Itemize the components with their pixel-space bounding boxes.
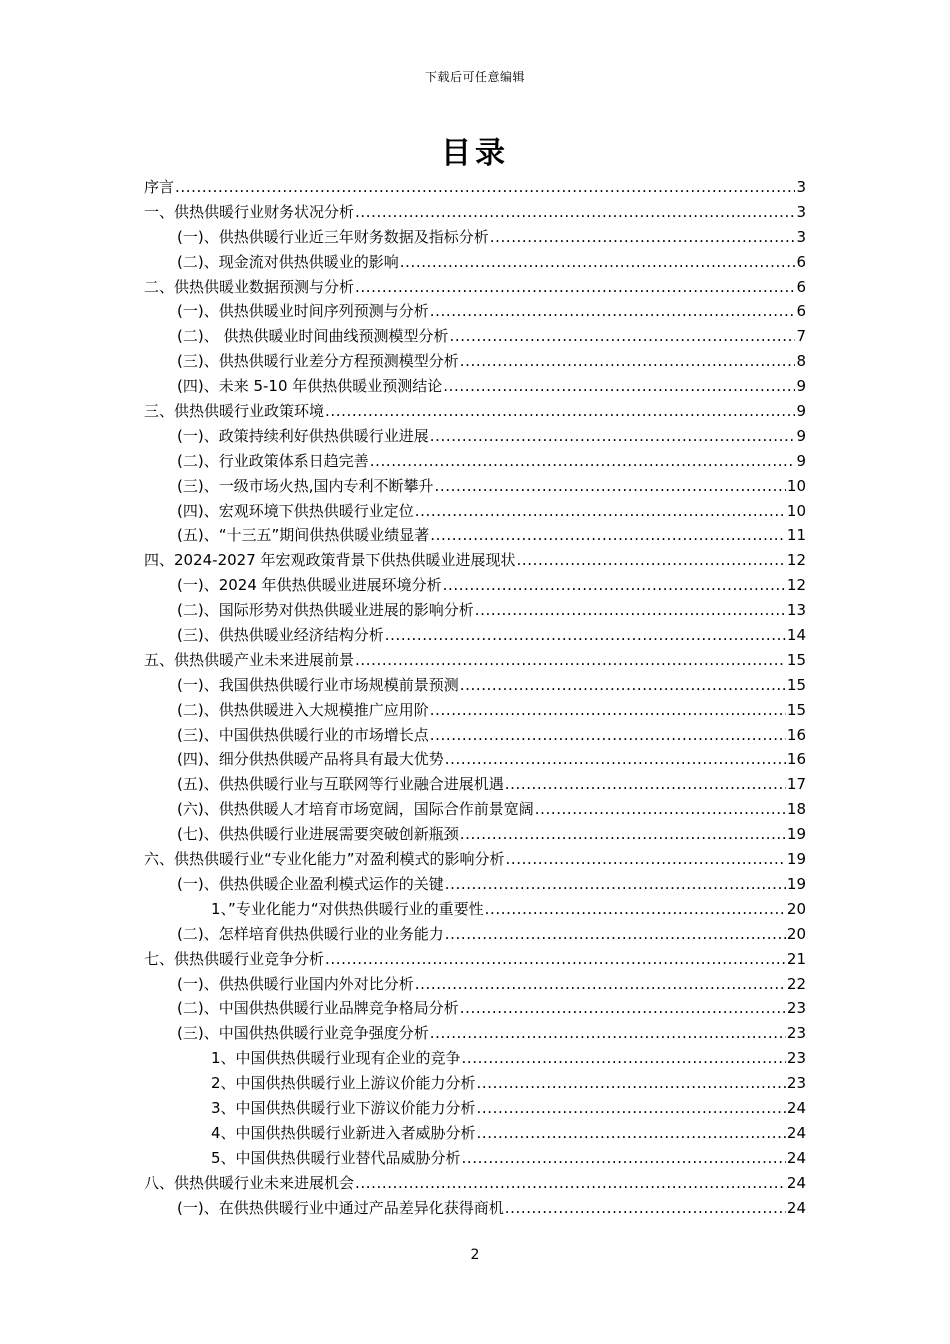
toc-entry-page[interactable]: 3 [796,227,806,246]
toc-entry-page[interactable]: 20 [786,899,806,918]
toc-dot-leader [443,374,795,399]
toc-entry-page[interactable]: 23 [786,999,806,1018]
toc-entry[interactable] [144,772,806,797]
toc-entry-title[interactable]: (一)、我国供热供暖行业市场规模前景预测 [177,675,459,694]
toc-entry-page[interactable]: 9 [796,377,806,396]
toc-dot-leader [445,872,786,897]
toc-entry-page[interactable]: 24 [786,1098,806,1117]
toc-entry[interactable] [144,399,806,424]
toc-entry-title[interactable]: (六)、供热供暖人才培育市场宽阔，国际合作前景宽阔 [177,800,534,819]
toc-entry-title[interactable]: (二)、国际形势对供热供暖业进展的影响分析 [177,601,474,620]
toc-entry-title[interactable]: (五)、“十三五”期间供热供暖业绩显著 [177,526,430,545]
toc-entry-title[interactable]: (二)、现金流对供热供暖业的影响 [177,252,399,271]
toc-entry-page[interactable]: 19 [786,874,806,893]
toc-entry-page[interactable]: 18 [786,800,806,819]
toc-entry-title[interactable]: (四)、未来 5-10 年供热供暖业预测结论 [177,377,443,396]
toc-entry-title[interactable]: 1、中国供热供暖行业现有企业的竞争 [211,1049,461,1068]
toc-entry[interactable] [144,797,806,822]
toc-entry-title[interactable]: 八、供热供暖行业未来进展机会 [144,1173,355,1192]
toc-dot-leader [460,673,786,698]
toc-entry-title[interactable]: (三)、供热供暖行业差分方程预测模型分析 [177,352,459,371]
toc-entry[interactable] [144,349,806,374]
toc-dot-leader [506,847,786,872]
toc-entry-title[interactable]: 1、”专业化能力“对供热供暖行业的重要性 [211,899,484,918]
toc-entry[interactable] [144,548,806,573]
page-number: 2 [470,1247,480,1263]
toc-entry-title[interactable]: (四)、细分供热供暖产品将具有最大优势 [177,750,444,769]
toc-entry-title[interactable]: (二)、行业政策体系日趋完善 [177,451,369,470]
toc-entry[interactable] [144,275,806,300]
toc-entry[interactable] [144,1046,806,1071]
toc-entry-page[interactable]: 24 [786,1148,806,1167]
toc-entry-title[interactable]: 六、供热供暖行业“专业化能力”对盈利模式的影响分析 [144,850,505,869]
toc-entry-title[interactable]: (二)、怎样培育供热供暖行业的业务能力 [177,924,444,943]
toc-entry-title[interactable]: (二)、供热供暖进入大规模推广应用阶 [177,700,429,719]
toc-dot-leader [445,922,786,947]
toc-entry-page[interactable]: 19 [786,850,806,869]
toc-entry[interactable] [144,847,806,872]
toc-dot-leader [325,947,786,972]
toc-entry-page[interactable]: 9 [796,451,806,470]
toc-entry-page[interactable]: 7 [796,327,806,346]
toc-entry-title[interactable]: (五)、供热供暖行业与互联网等行业融合进展机遇 [177,775,504,794]
toc-entry[interactable] [144,922,806,947]
toc-entry-page[interactable]: 24 [786,1123,806,1142]
toc-entry[interactable] [144,250,806,275]
toc-entry-title[interactable]: 三、供热供暖行业政策环境 [144,402,325,421]
toc-entry[interactable] [144,673,806,698]
toc-entry-title[interactable]: 5、中国供热供暖行业替代品威胁分析 [211,1148,461,1167]
toc-entry-title[interactable]: 五、供热供暖产业未来进展前景 [144,650,355,669]
toc-dot-leader [462,1046,786,1071]
toc-dot-leader [535,797,786,822]
toc-title: 目录 [441,136,509,171]
toc-entry-page[interactable]: 12 [786,576,806,595]
toc-entry-page[interactable]: 23 [786,1074,806,1093]
toc-entry-page[interactable]: 9 [796,402,806,421]
toc-dot-leader [370,449,796,474]
toc-dot-leader [475,598,786,623]
toc-entry[interactable] [144,449,806,474]
table-of-contents [144,175,806,1220]
toc-entry[interactable] [144,623,806,648]
toc-entry-title[interactable]: (一)、供热供暖业时间序列预测与分析 [177,302,429,321]
toc-entry-page[interactable]: 20 [786,924,806,943]
toc-entry[interactable] [144,1071,806,1096]
toc-entry[interactable] [144,996,806,1021]
toc-entry-title[interactable]: (一)、供热供暖行业国内外对比分析 [177,974,414,993]
toc-entry-page[interactable]: 24 [786,1198,806,1217]
toc-dot-leader [485,897,786,922]
toc-entry-page[interactable]: 14 [786,626,806,645]
toc-entry-page[interactable]: 6 [796,252,806,271]
toc-entry[interactable] [144,698,806,723]
toc-entry[interactable] [144,200,806,225]
toc-entry-title[interactable]: (一)、供热供暖行业近三年财务数据及指标分析 [177,227,489,246]
toc-entry[interactable] [144,225,806,250]
toc-entry-title[interactable]: 3、中国供热供暖行业下游议价能力分析 [211,1098,476,1117]
toc-entry-title[interactable]: (一)、供热供暖企业盈利模式运作的关键 [177,874,444,893]
toc-entry[interactable] [144,499,806,524]
toc-dot-leader [430,299,796,324]
toc-dot-leader [400,250,796,275]
toc-dot-leader [517,548,786,573]
toc-entry-page[interactable]: 9 [796,426,806,445]
header-note: 下载后可任意编辑 [424,70,525,84]
toc-dot-leader [355,200,795,225]
toc-dot-leader [460,996,786,1021]
toc-entry[interactable] [144,897,806,922]
toc-entry[interactable] [144,1146,806,1171]
toc-entry[interactable] [144,1171,806,1196]
toc-entry-page[interactable]: 15 [786,700,806,719]
toc-entry[interactable] [144,573,806,598]
toc-dot-leader [430,723,786,748]
toc-entry-title[interactable]: (二)、 供热供暖业时间曲线预测模型分析 [177,327,449,346]
toc-entry-page[interactable]: 3 [796,202,806,221]
toc-entry-page[interactable]: 15 [786,650,806,669]
toc-dot-leader [430,1021,786,1046]
toc-dot-leader [415,499,786,524]
toc-entry-page[interactable]: 10 [786,501,806,520]
toc-entry[interactable] [144,324,806,349]
toc-dot-leader [355,1171,786,1196]
toc-entry-title[interactable]: (三)、中国供热供暖行业竞争强度分析 [177,1024,429,1043]
toc-dot-leader [415,972,786,997]
toc-dot-leader [477,1096,786,1121]
toc-entry-page[interactable]: 15 [786,675,806,694]
toc-entry-page[interactable]: 3 [796,178,806,196]
toc-dot-leader [430,523,786,548]
toc-entry-page[interactable]: 6 [796,277,806,296]
toc-entry[interactable] [144,424,806,449]
toc-dot-leader [505,1196,786,1221]
toc-entry-title[interactable]: (四)、宏观环境下供热供暖行业定位 [177,501,414,520]
toc-entry[interactable] [144,648,806,673]
toc-dot-leader [460,349,796,374]
toc-entry-title[interactable]: 一、供热供暖行业财务状况分析 [144,202,355,221]
toc-dot-leader [449,324,795,349]
toc-dot-leader [460,822,786,847]
toc-entry[interactable] [144,523,806,548]
toc-entry[interactable] [144,872,806,897]
toc-entry-title[interactable]: (三)、一级市场火热,国内专利不断攀升 [177,476,434,495]
toc-dot-leader [355,648,786,673]
toc-entry-page[interactable]: 21 [786,949,806,968]
toc-entry-title[interactable]: (三)、中国供热供暖行业的市场增长点 [177,725,429,744]
toc-entry[interactable] [144,299,806,324]
toc-dot-leader [490,225,796,250]
toc-entry-title[interactable]: 2、中国供热供暖行业上游议价能力分析 [211,1074,476,1093]
toc-dot-leader [355,275,795,300]
toc-entry-title[interactable]: (一)、2024 年供热供暖业进展环境分析 [177,576,442,595]
toc-entry-page[interactable]: 6 [796,302,806,321]
toc-entry-page[interactable]: 23 [786,1049,806,1068]
toc-entry-page[interactable]: 11 [786,526,806,545]
toc-dot-leader [385,623,786,648]
toc-entry-page[interactable]: 13 [786,601,806,620]
toc-dot-leader [430,698,786,723]
toc-entry-title[interactable]: 4、中国供热供暖行业新进入者威胁分析 [211,1123,476,1142]
toc-entry[interactable] [144,474,806,499]
toc-entry-page[interactable]: 19 [786,825,806,844]
toc-dot-leader [477,1121,786,1146]
toc-entry[interactable] [144,1021,806,1046]
toc-entry[interactable] [144,374,806,399]
toc-entry[interactable] [144,947,806,972]
toc-entry[interactable] [144,1196,806,1221]
toc-entry[interactable] [144,747,806,772]
toc-dot-leader [462,1146,786,1171]
toc-entry-title[interactable]: (三)、供热供暖业经济结构分析 [177,626,384,645]
toc-entry[interactable] [144,175,806,200]
toc-dot-leader [443,573,786,598]
toc-entry-page[interactable]: 16 [786,725,806,744]
toc-entry-title[interactable]: 二、供热供暖业数据预测与分析 [144,277,355,296]
toc-entry-page[interactable]: 8 [796,352,806,371]
toc-entry-page[interactable]: 23 [786,1024,806,1043]
toc-entry-title[interactable]: (一)、政策持续利好供热供暖行业进展 [177,426,429,445]
toc-entry[interactable] [144,1121,806,1146]
toc-dot-leader [505,772,786,797]
toc-entry-title[interactable]: (二)、中国供热供暖行业品牌竞争格局分析 [177,999,459,1018]
toc-entry-title[interactable]: 七、供热供暖行业竞争分析 [144,949,325,968]
toc-entry-title[interactable]: (七)、供热供暖行业进展需要突破创新瓶颈 [177,825,459,844]
toc-dot-leader [325,399,795,424]
toc-entry-page[interactable]: 10 [786,476,806,495]
toc-entry-page[interactable]: 17 [786,775,806,794]
toc-entry[interactable] [144,1096,806,1121]
toc-entry[interactable] [144,972,806,997]
toc-entry-page[interactable]: 16 [786,750,806,769]
toc-entry-page[interactable]: 22 [786,974,806,993]
toc-entry[interactable] [144,723,806,748]
toc-entry-page[interactable]: 12 [786,551,806,570]
toc-dot-leader [434,474,785,499]
toc-dot-leader [430,424,796,449]
toc-entry[interactable] [144,822,806,847]
toc-entry-page[interactable]: 24 [786,1173,806,1192]
toc-dot-leader [477,1071,786,1096]
toc-dot-leader [445,747,786,772]
toc-entry-title[interactable]: 序言 [144,178,175,196]
toc-entry-title[interactable]: (一)、在供热供暖行业中通过产品差异化获得商机 [177,1198,504,1217]
toc-entry-title[interactable]: 四、2024-2027 年宏观政策背景下供热供暖业进展现状 [144,551,516,570]
toc-entry[interactable] [144,598,806,623]
toc-dot-leader [175,175,795,200]
